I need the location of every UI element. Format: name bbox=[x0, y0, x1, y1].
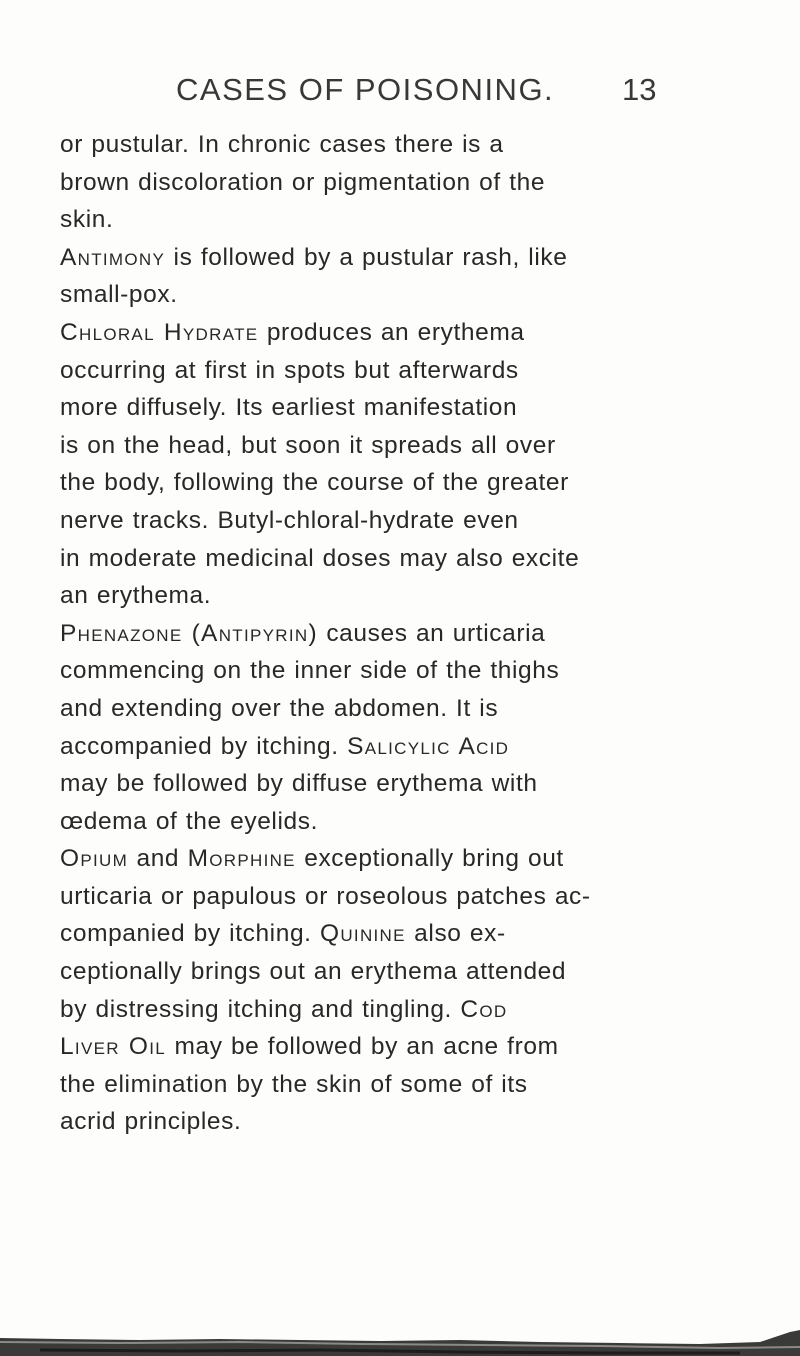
text-line: companied by itching. Quinine also ex- bbox=[60, 920, 506, 948]
body-text bbox=[60, 126, 750, 1141]
text-line: Liver Oil may be followed by an acne from bbox=[60, 1033, 559, 1061]
text-line: the body, following the course of the greater bbox=[60, 469, 569, 497]
drug-name-quinine: Quinine bbox=[319, 920, 406, 948]
paragraph-chloral-hydrate bbox=[60, 314, 750, 615]
text-line: Chloral Hydrate produces an erythema bbox=[60, 318, 525, 346]
text-line: commencing on the inner side of the thighs bbox=[60, 657, 560, 685]
text-line: occurring at first in spots but afterwards bbox=[60, 356, 519, 384]
page-header bbox=[100, 72, 700, 122]
text-line: may be followed by diffuse erythema with bbox=[60, 770, 538, 798]
text-line: is on the head, but soon it spreads all over bbox=[60, 431, 556, 459]
drug-name-liver-oil: Liver Oil bbox=[60, 1033, 167, 1061]
text-line: and extending over the abdomen. It is bbox=[60, 694, 499, 722]
text-line: Opium and Morphine exceptionally bring out bbox=[60, 845, 564, 873]
text-line: skin. bbox=[60, 206, 114, 234]
paragraph-phenazone bbox=[60, 615, 750, 841]
text-line: an erythema. bbox=[60, 582, 212, 610]
text-line: small-pox. bbox=[60, 281, 178, 309]
text-line: accompanied by itching. Salicylic Acid bbox=[60, 732, 510, 760]
text-line: Antimony is followed by a pustular rash, like bbox=[60, 243, 568, 271]
drug-name-antimony: Antimony bbox=[60, 243, 166, 271]
drug-name-salicylic-acid: Salicylic Acid bbox=[347, 732, 510, 760]
text-line: acrid principles. bbox=[60, 1108, 242, 1136]
page-number: 13 bbox=[622, 72, 657, 107]
paragraph-opium-morphine bbox=[60, 840, 750, 1141]
text-line: œdema of the eyelids. bbox=[60, 807, 318, 835]
text-line: Phenazone (Antipyrin) causes an urticaria bbox=[60, 619, 546, 647]
text-line: by distressing itching and tingling. Cod bbox=[60, 995, 508, 1023]
paragraph-antimony bbox=[60, 239, 750, 314]
drug-name-morphine: Morphine bbox=[187, 845, 296, 873]
drug-name-opium: Opium bbox=[60, 845, 129, 873]
text-line: the elimination by the skin of some of its bbox=[60, 1070, 528, 1098]
text-line: urticaria or papulous or roseolous patches ac- bbox=[60, 882, 591, 910]
text-line: nerve tracks. Butyl-chloral-hydrate even bbox=[60, 506, 519, 534]
text-line: ceptionally brings out an erythema attended bbox=[60, 958, 567, 986]
text-line: in moderate medicinal doses may also excite bbox=[60, 544, 580, 572]
text-line: more diffusely. Its earliest manifestation bbox=[60, 394, 518, 422]
paragraph-pustular-cases bbox=[60, 126, 750, 239]
drug-name-phenazone: Phenazone (Antipyrin) bbox=[60, 619, 318, 647]
text-line: or pustular. In chronic cases there is a bbox=[60, 131, 504, 158]
page-bottom-edge bbox=[0, 1326, 800, 1356]
text-line: brown discoloration or pigmentation of the bbox=[60, 168, 546, 196]
drug-name-cod: Cod bbox=[460, 995, 508, 1023]
drug-name-chloral-hydrate: Chloral Hydrate bbox=[60, 318, 259, 346]
running-head: CASES OF POISONING. bbox=[176, 72, 555, 107]
